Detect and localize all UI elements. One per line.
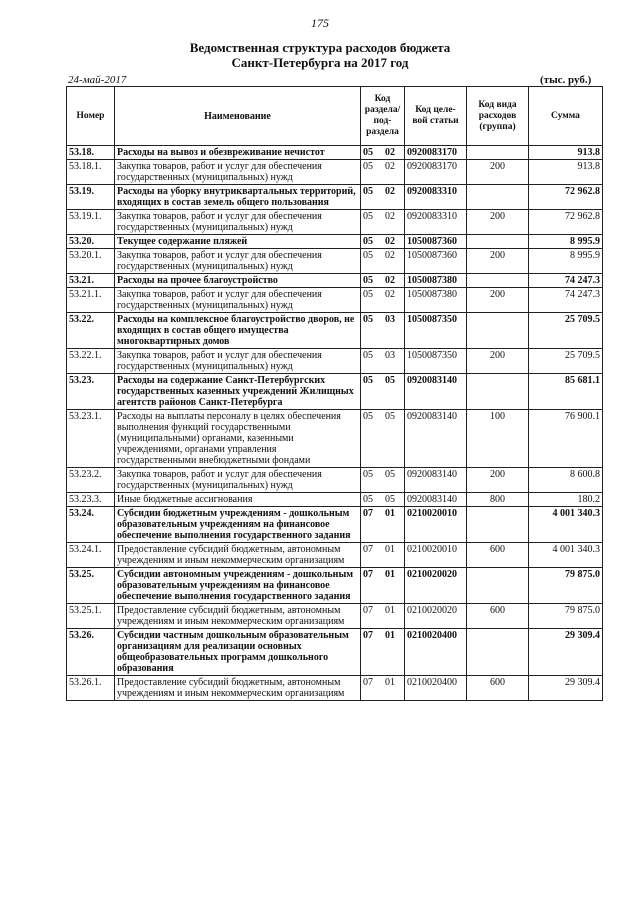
header-kod: Код целе- вой статьи	[405, 87, 467, 146]
row-razdel	[361, 568, 405, 604]
page-number: 175	[311, 16, 329, 30]
row-razdel	[361, 374, 405, 410]
row-razdel-code: 05	[363, 186, 373, 197]
row-razdel-code: 05	[363, 147, 373, 158]
row-razdel	[361, 274, 405, 288]
row-name: Закупка товаров, работ и услуг для обеспечения государственных (муниципальных) нужд	[115, 210, 361, 235]
header-name: Наименование	[115, 87, 361, 146]
row-number: 53.20.1.	[67, 249, 115, 274]
row-podrazdel-code: 03	[385, 350, 395, 361]
row-number: 53.21.	[67, 274, 115, 288]
row-target-code: 0210020010	[405, 543, 467, 568]
table-row	[67, 410, 603, 468]
row-razdel	[361, 543, 405, 568]
row-podrazdel-code: 01	[385, 677, 395, 688]
row-podrazdel-code: 02	[385, 186, 395, 197]
row-razdel-code: 05	[363, 250, 373, 261]
row-number: 53.23.2.	[67, 468, 115, 493]
row-expense-type	[467, 629, 529, 676]
row-sum: 76 900.1	[529, 410, 603, 468]
row-number: 53.24.	[67, 507, 115, 543]
row-razdel	[361, 629, 405, 676]
table-row	[67, 288, 603, 313]
table-row	[67, 313, 603, 349]
table-row	[67, 210, 603, 235]
row-name: Предоставление субсидий бюджетным, автономным учреждениям и иным некоммерческим организациям	[115, 604, 361, 629]
row-target-code: 1050087350	[405, 313, 467, 349]
row-podrazdel-code: 05	[385, 469, 395, 480]
row-podrazdel-code: 05	[385, 411, 395, 422]
row-expense-type	[467, 235, 529, 249]
row-podrazdel-code: 02	[385, 161, 395, 172]
row-razdel	[361, 507, 405, 543]
row-expense-type	[467, 568, 529, 604]
row-podrazdel-code: 01	[385, 630, 395, 641]
row-razdel-code: 05	[363, 469, 373, 480]
row-target-code: 0210020400	[405, 629, 467, 676]
table-row	[67, 349, 603, 374]
row-razdel-code: 07	[363, 569, 373, 580]
row-name: Закупка товаров, работ и услуг для обеспечения государственных (муниципальных) нужд	[115, 249, 361, 274]
row-sum: 4 001 340.3	[529, 543, 603, 568]
row-razdel	[361, 185, 405, 210]
row-podrazdel-code: 03	[385, 314, 395, 325]
row-target-code: 1050087380	[405, 288, 467, 313]
row-expense-type: 100	[467, 410, 529, 468]
row-name: Предоставление субсидий бюджетным, автономным учреждениям и иным некоммерческим организациям	[115, 676, 361, 701]
row-number: 53.23.3.	[67, 493, 115, 507]
row-expense-type: 200	[467, 160, 529, 185]
row-number: 53.26.1.	[67, 676, 115, 701]
header-sum: Сумма	[529, 87, 603, 146]
header-razdel: Код раздела/ под- раздела	[361, 87, 405, 146]
row-name: Расходы на комплексное благоустройство дворов, не входящих в состав общего имущества многоквартирных домов	[115, 313, 361, 349]
row-razdel	[361, 604, 405, 629]
row-target-code: 0210020010	[405, 507, 467, 543]
row-podrazdel-code: 02	[385, 147, 395, 158]
table-row	[67, 604, 603, 629]
row-name: Закупка товаров, работ и услуг для обеспечения государственных (муниципальных) нужд	[115, 468, 361, 493]
row-target-code: 0920083140	[405, 468, 467, 493]
row-target-code: 0920083170	[405, 160, 467, 185]
row-podrazdel-code: 02	[385, 250, 395, 261]
budget-table	[66, 86, 603, 701]
row-number: 53.22.	[67, 313, 115, 349]
row-expense-type: 200	[467, 468, 529, 493]
row-number: 53.19.	[67, 185, 115, 210]
row-podrazdel-code: 02	[385, 211, 395, 222]
row-razdel-code: 07	[363, 605, 373, 616]
row-podrazdel-code: 05	[385, 375, 395, 386]
row-target-code: 1050087360	[405, 249, 467, 274]
row-name: Расходы на вывоз и обезвреживание нечистот	[115, 146, 361, 160]
row-razdel-code: 07	[363, 630, 373, 641]
row-razdel	[361, 349, 405, 374]
row-sum: 8 995.9	[529, 249, 603, 274]
row-expense-type: 200	[467, 210, 529, 235]
row-sum: 180.2	[529, 493, 603, 507]
row-sum: 913.8	[529, 160, 603, 185]
row-razdel	[361, 249, 405, 274]
row-razdel-code: 05	[363, 289, 373, 300]
row-razdel-code: 05	[363, 314, 373, 325]
table-row	[67, 629, 603, 676]
row-podrazdel-code: 02	[385, 275, 395, 286]
row-name: Закупка товаров, работ и услуг для обеспечения государственных (муниципальных) нужд	[115, 349, 361, 374]
row-sum: 79 875.0	[529, 604, 603, 629]
row-sum: 85 681.1	[529, 374, 603, 410]
row-podrazdel-code: 02	[385, 289, 395, 300]
row-target-code: 0920083140	[405, 410, 467, 468]
table-row	[67, 493, 603, 507]
title-line-2: Санкт-Петербурга на 2017 год	[231, 55, 409, 70]
row-razdel	[361, 235, 405, 249]
row-razdel-code: 05	[363, 236, 373, 247]
row-expense-type: 600	[467, 676, 529, 701]
row-number: 53.21.1.	[67, 288, 115, 313]
row-name: Закупка товаров, работ и услуг для обеспечения государственных (муниципальных) нужд	[115, 288, 361, 313]
table-row	[67, 185, 603, 210]
row-razdel-code: 05	[363, 411, 373, 422]
row-target-code: 0920083310	[405, 210, 467, 235]
row-podrazdel-code: 01	[385, 569, 395, 580]
table-row	[67, 468, 603, 493]
units-label: (тыс. руб.)	[540, 74, 592, 86]
row-sum: 74 247.3	[529, 288, 603, 313]
row-razdel-code: 05	[363, 494, 373, 505]
header-number: Номер	[67, 87, 115, 146]
title-line-1: Ведомственная структура расходов бюджета	[189, 40, 451, 55]
row-sum: 25 709.5	[529, 349, 603, 374]
row-expense-type: 200	[467, 249, 529, 274]
row-expense-type	[467, 274, 529, 288]
row-razdel	[361, 313, 405, 349]
row-target-code: 0920083310	[405, 185, 467, 210]
table-row	[67, 543, 603, 568]
row-expense-type: 200	[467, 349, 529, 374]
row-number: 53.24.1.	[67, 543, 115, 568]
row-sum: 79 875.0	[529, 568, 603, 604]
table-header-row	[67, 87, 603, 146]
row-number: 53.18.1.	[67, 160, 115, 185]
row-expense-type	[467, 185, 529, 210]
row-razdel	[361, 493, 405, 507]
row-sum: 72 962.8	[529, 185, 603, 210]
row-razdel-code: 05	[363, 275, 373, 286]
row-razdel	[361, 410, 405, 468]
row-sum: 4 001 340.3	[529, 507, 603, 543]
row-expense-type: 200	[467, 288, 529, 313]
row-razdel	[361, 676, 405, 701]
row-name: Субсидии бюджетным учреждениям - дошкольным образовательным учреждениям на финансовое обеспечение выполнения государственного задания	[115, 507, 361, 543]
row-name: Предоставление субсидий бюджетным, автономным учреждениям и иным некоммерческим организациям	[115, 543, 361, 568]
row-sum: 29 309.4	[529, 676, 603, 701]
row-number: 53.25.	[67, 568, 115, 604]
row-target-code: 0210020020	[405, 604, 467, 629]
table-row	[67, 160, 603, 185]
row-number: 53.20.	[67, 235, 115, 249]
row-razdel-code: 07	[363, 508, 373, 519]
row-razdel-code: 07	[363, 677, 373, 688]
table-row	[67, 568, 603, 604]
row-razdel	[361, 210, 405, 235]
row-expense-type: 600	[467, 543, 529, 568]
row-sum: 29 309.4	[529, 629, 603, 676]
row-name: Субсидии частным дошкольным образовательным организациям для реализации основных общеобразовательных программ дошкольного образования	[115, 629, 361, 676]
row-razdel	[361, 468, 405, 493]
header-vid: Код вида расходов (группа)	[467, 87, 529, 146]
row-sum: 8 600.8	[529, 468, 603, 493]
row-name: Расходы на уборку внутриквартальных территорий, входящих в состав земель общего пользования	[115, 185, 361, 210]
row-target-code: 0920083140	[405, 374, 467, 410]
table-row	[67, 274, 603, 288]
row-podrazdel-code: 01	[385, 605, 395, 616]
row-expense-type: 600	[467, 604, 529, 629]
row-number: 53.22.1.	[67, 349, 115, 374]
row-razdel-code: 07	[363, 544, 373, 555]
row-razdel-code: 05	[363, 375, 373, 386]
row-sum: 72 962.8	[529, 210, 603, 235]
document-title	[0, 40, 640, 70]
row-expense-type	[467, 374, 529, 410]
row-expense-type: 800	[467, 493, 529, 507]
row-name: Текущее содержание пляжей	[115, 235, 361, 249]
row-name: Субсидии автономным учреждениям - дошкольным образовательным учреждениям на финансовое обеспечение выполнения государственного задания	[115, 568, 361, 604]
row-name: Закупка товаров, работ и услуг для обеспечения государственных (муниципальных) нужд	[115, 160, 361, 185]
row-razdel-code: 05	[363, 350, 373, 361]
row-sum: 74 247.3	[529, 274, 603, 288]
table-row	[67, 146, 603, 160]
row-expense-type	[467, 313, 529, 349]
row-sum: 913.8	[529, 146, 603, 160]
row-number: 53.19.1.	[67, 210, 115, 235]
document-date: 24-май-2017	[68, 74, 127, 86]
row-target-code: 1050087350	[405, 349, 467, 374]
row-target-code: 1050087380	[405, 274, 467, 288]
row-number: 53.18.	[67, 146, 115, 160]
row-name: Расходы на прочее благоустройство	[115, 274, 361, 288]
row-number: 53.23.1.	[67, 410, 115, 468]
row-target-code: 0920083170	[405, 146, 467, 160]
row-razdel-code: 05	[363, 211, 373, 222]
row-name: Расходы на выплаты персоналу в целях обеспечения выполнения функций государственными (муниципальными) органами, казенными учреждениями, органами управления государственными внебюджетными фондами	[115, 410, 361, 468]
row-number: 53.23.	[67, 374, 115, 410]
row-podrazdel-code: 01	[385, 544, 395, 555]
row-podrazdel-code: 02	[385, 236, 395, 247]
row-target-code: 0920083140	[405, 493, 467, 507]
table-row	[67, 374, 603, 410]
row-number: 53.25.1.	[67, 604, 115, 629]
table-row	[67, 235, 603, 249]
row-razdel	[361, 146, 405, 160]
row-expense-type	[467, 507, 529, 543]
row-podrazdel-code: 01	[385, 508, 395, 519]
row-target-code: 0210020400	[405, 676, 467, 701]
row-podrazdel-code: 05	[385, 494, 395, 505]
row-sum: 8 995.9	[529, 235, 603, 249]
table-row	[67, 249, 603, 274]
row-razdel-code: 05	[363, 161, 373, 172]
row-target-code: 0210020020	[405, 568, 467, 604]
row-name: Расходы на содержание Санкт-Петербургских государственных казенных учреждений Жилищных агентств районов Санкт-Петербурга	[115, 374, 361, 410]
row-expense-type	[467, 146, 529, 160]
table-row	[67, 676, 603, 701]
row-number: 53.26.	[67, 629, 115, 676]
row-sum: 25 709.5	[529, 313, 603, 349]
row-razdel	[361, 288, 405, 313]
table-body	[67, 146, 603, 701]
row-razdel	[361, 160, 405, 185]
table-row	[67, 507, 603, 543]
row-name: Иные бюджетные ассигнования	[115, 493, 361, 507]
row-target-code: 1050087360	[405, 235, 467, 249]
